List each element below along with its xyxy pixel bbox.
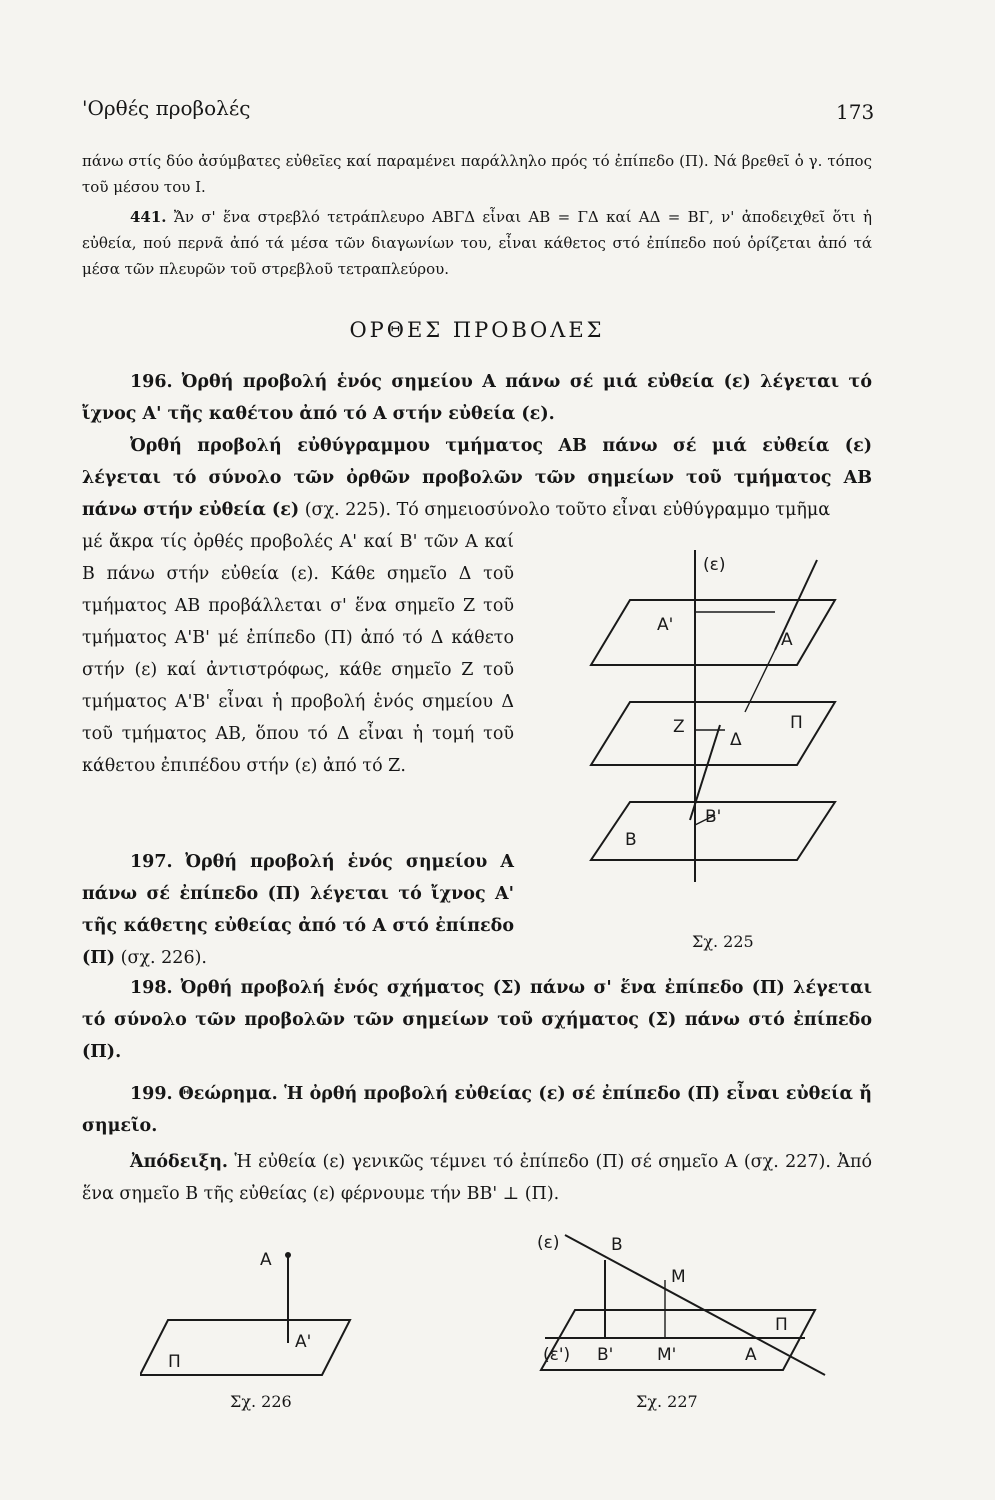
label-m: Μ: [671, 1267, 686, 1287]
proof-text: Ἡ εὐθεία (ε) γενικῶς τέμνει τό ἐπίπεδο (Π) σέ σημεῖο Α (σχ. 227). Ἀπό ἕνα σημεῖο Β τῆς εὐθείας (ε) φέρνουμε τήν ΒΒ' ⊥ (Π).: [82, 1152, 872, 1204]
paragraph-196: [82, 366, 872, 430]
label-a-prime: Α': [295, 1332, 312, 1352]
exercise-441: [82, 204, 872, 282]
figure-225-drawing: [585, 540, 850, 885]
point-a: [285, 1252, 291, 1258]
intro-line: πάνω στίς δύο ἀσύμβατες εὐθεῖες καί παραμένει παράλληλο πρός τό ἐπίπεδο (Π). Νά βρεθεῖ ὁ γ. τόπος τοῦ μέσου του Ι.: [82, 152, 872, 196]
figure-227: [535, 1220, 835, 1390]
paragraph-199: [82, 1078, 872, 1142]
paragraph-number: 198.: [130, 978, 173, 998]
paragraph-text: (σχ. 225). Τό σημειοσύνολο τοῦτο εἶναι εὐθύγραμμο τμῆμα: [304, 500, 831, 520]
label-a-prime: Α': [657, 615, 674, 635]
definition-text: Ὀρθή προβολή ἑνός σχήματος (Σ) πάνω σ' ἕνα ἐπίπεδο (Π) λέγεται τό σύνολο τῶν προβολῶν τῶν σημείων τοῦ σχήματος (Σ) πάνω στό ἐπίπεδο (Π).: [82, 978, 872, 1062]
paragraph-number: 199.: [130, 1084, 173, 1104]
paragraph-segment-detail: [82, 526, 514, 782]
plane-p: [541, 1310, 815, 1370]
caption-227: Σχ. 227: [636, 1392, 698, 1411]
figure-225: [585, 540, 850, 885]
figure-227-drawing: [535, 1220, 835, 1390]
label-e: (ε): [537, 1233, 560, 1253]
label-a: Α: [781, 630, 793, 650]
exercise-number: 441.: [130, 208, 167, 226]
plane-top: [591, 600, 835, 665]
paragraph-197: [82, 846, 514, 974]
paragraph-text: (σχ. 226).: [120, 948, 207, 968]
paragraph-198: [82, 972, 872, 1068]
label-b: Β: [611, 1235, 623, 1255]
caption-225: Σχ. 225: [692, 932, 754, 951]
plane-middle: [591, 702, 835, 765]
paragraph-segment-projection: [82, 430, 872, 526]
label-m-prime: Μ': [657, 1345, 677, 1365]
label-a: Α: [745, 1345, 757, 1365]
page-number: 173: [836, 100, 875, 124]
theorem-text: Θεώρημα. Ἡ ὀρθή προβολή εὐθείας (ε) σέ ἐπίπεδο (Π) εἶναι εὐθεία ἤ σημεῖο.: [82, 1084, 872, 1136]
label-p: Π: [790, 713, 803, 733]
label-b: Β: [625, 830, 637, 850]
proof-paragraph: [82, 1146, 872, 1210]
section-heading: ΟΡΘΕΣ ΠΡΟΒΟΛΕΣ: [349, 318, 605, 342]
paragraph-number: 196.: [130, 372, 173, 392]
label-a: Α: [260, 1250, 272, 1270]
definition-text: Ὀρθή προβολή ἑνός σημείου Α πάνω σέ μιά εὐθεία (ε) λέγεται τό ἴχνος Α' τῆς καθέτου ἀπό τό Α στήν εὐθεία (ε).: [82, 372, 872, 424]
paragraph-text: μέ ἄκρα τίς ὀρθές προβολές Α' καί Β' τῶν Α καί Β πάνω στήν εὐθεία (ε). Κάθε σημεῖο Δ τοῦ τμήματος ΑΒ προβάλλεται σ' ἕνα σημεῖο Ζ τοῦ τμήματος Α'Β' μέ ἐπίπεδο (Π) ἀπό τό Δ κάθετο στήν (ε) καί ἀντιστρόφως, κάθε σημεῖο Ζ τοῦ τμήματος Α'Β' εἶναι ἡ προβολή ἑνός σημείου Δ τοῦ τμήματος ΑΒ, ὅπου τό Δ εἶναι ἡ τομή τοῦ κάθετου ἐπιπέδου στήν (ε) ἀπό τό Ζ.: [82, 532, 514, 776]
figure-226-drawing: [140, 1235, 360, 1385]
caption-226: Σχ. 226: [230, 1392, 292, 1411]
label-b-prime: Β': [705, 807, 722, 827]
label-p: Π: [775, 1315, 788, 1335]
label-d: Δ: [730, 730, 742, 750]
exercise-text: Ἄν σ' ἕνα στρεβλό τετράπλευρο ΑΒΓΔ εἶναι ΑΒ = ΓΔ καί ΑΔ = ΒΓ, ν' ἀποδειχθεῖ ὅτι ἡ εὐθεία, πού περνᾶ ἀπό τά μέσα τῶν διαγωνίων του, εἶναι κάθετος στό ἐπίπεδο πού ὁρίζεται ἀπό τά μέσα τῶν πλευρῶν τοῦ στρεβλοῦ τετραπλεύρου.: [82, 208, 872, 278]
label-p: Π: [168, 1352, 181, 1372]
label-b-prime: Β': [597, 1345, 614, 1365]
label-z: Ζ: [673, 717, 685, 737]
label-e-prime: (ε'): [543, 1345, 571, 1365]
label-e: (ε): [703, 555, 726, 575]
proof-label: Ἀπόδειξη.: [130, 1152, 229, 1172]
figure-226: [140, 1235, 360, 1385]
intro-paragraph: [82, 148, 872, 200]
paragraph-number: 197.: [130, 852, 173, 872]
definition-text: Ὀρθή προβολή εὐθύγραμμου τμήματος ΑΒ πάνω σέ μιά εὐθεία (ε) λέγεται τό σύνολο τῶν ὀρθῶν προβολῶν τῶν σημείων τοῦ τμήματος ΑΒ πάνω στήν εὐθεία (ε): [82, 436, 872, 520]
running-title: 'Ορθές προβολές: [82, 96, 251, 120]
definition-text: Ὀρθή προβολή ἑνός σημείου Α πάνω σέ ἐπίπεδο (Π) λέγεται τό ἴχνος Α' τῆς κάθετης εὐθείας ἀπό τό Α στό ἐπίπεδο (Π): [82, 852, 514, 968]
